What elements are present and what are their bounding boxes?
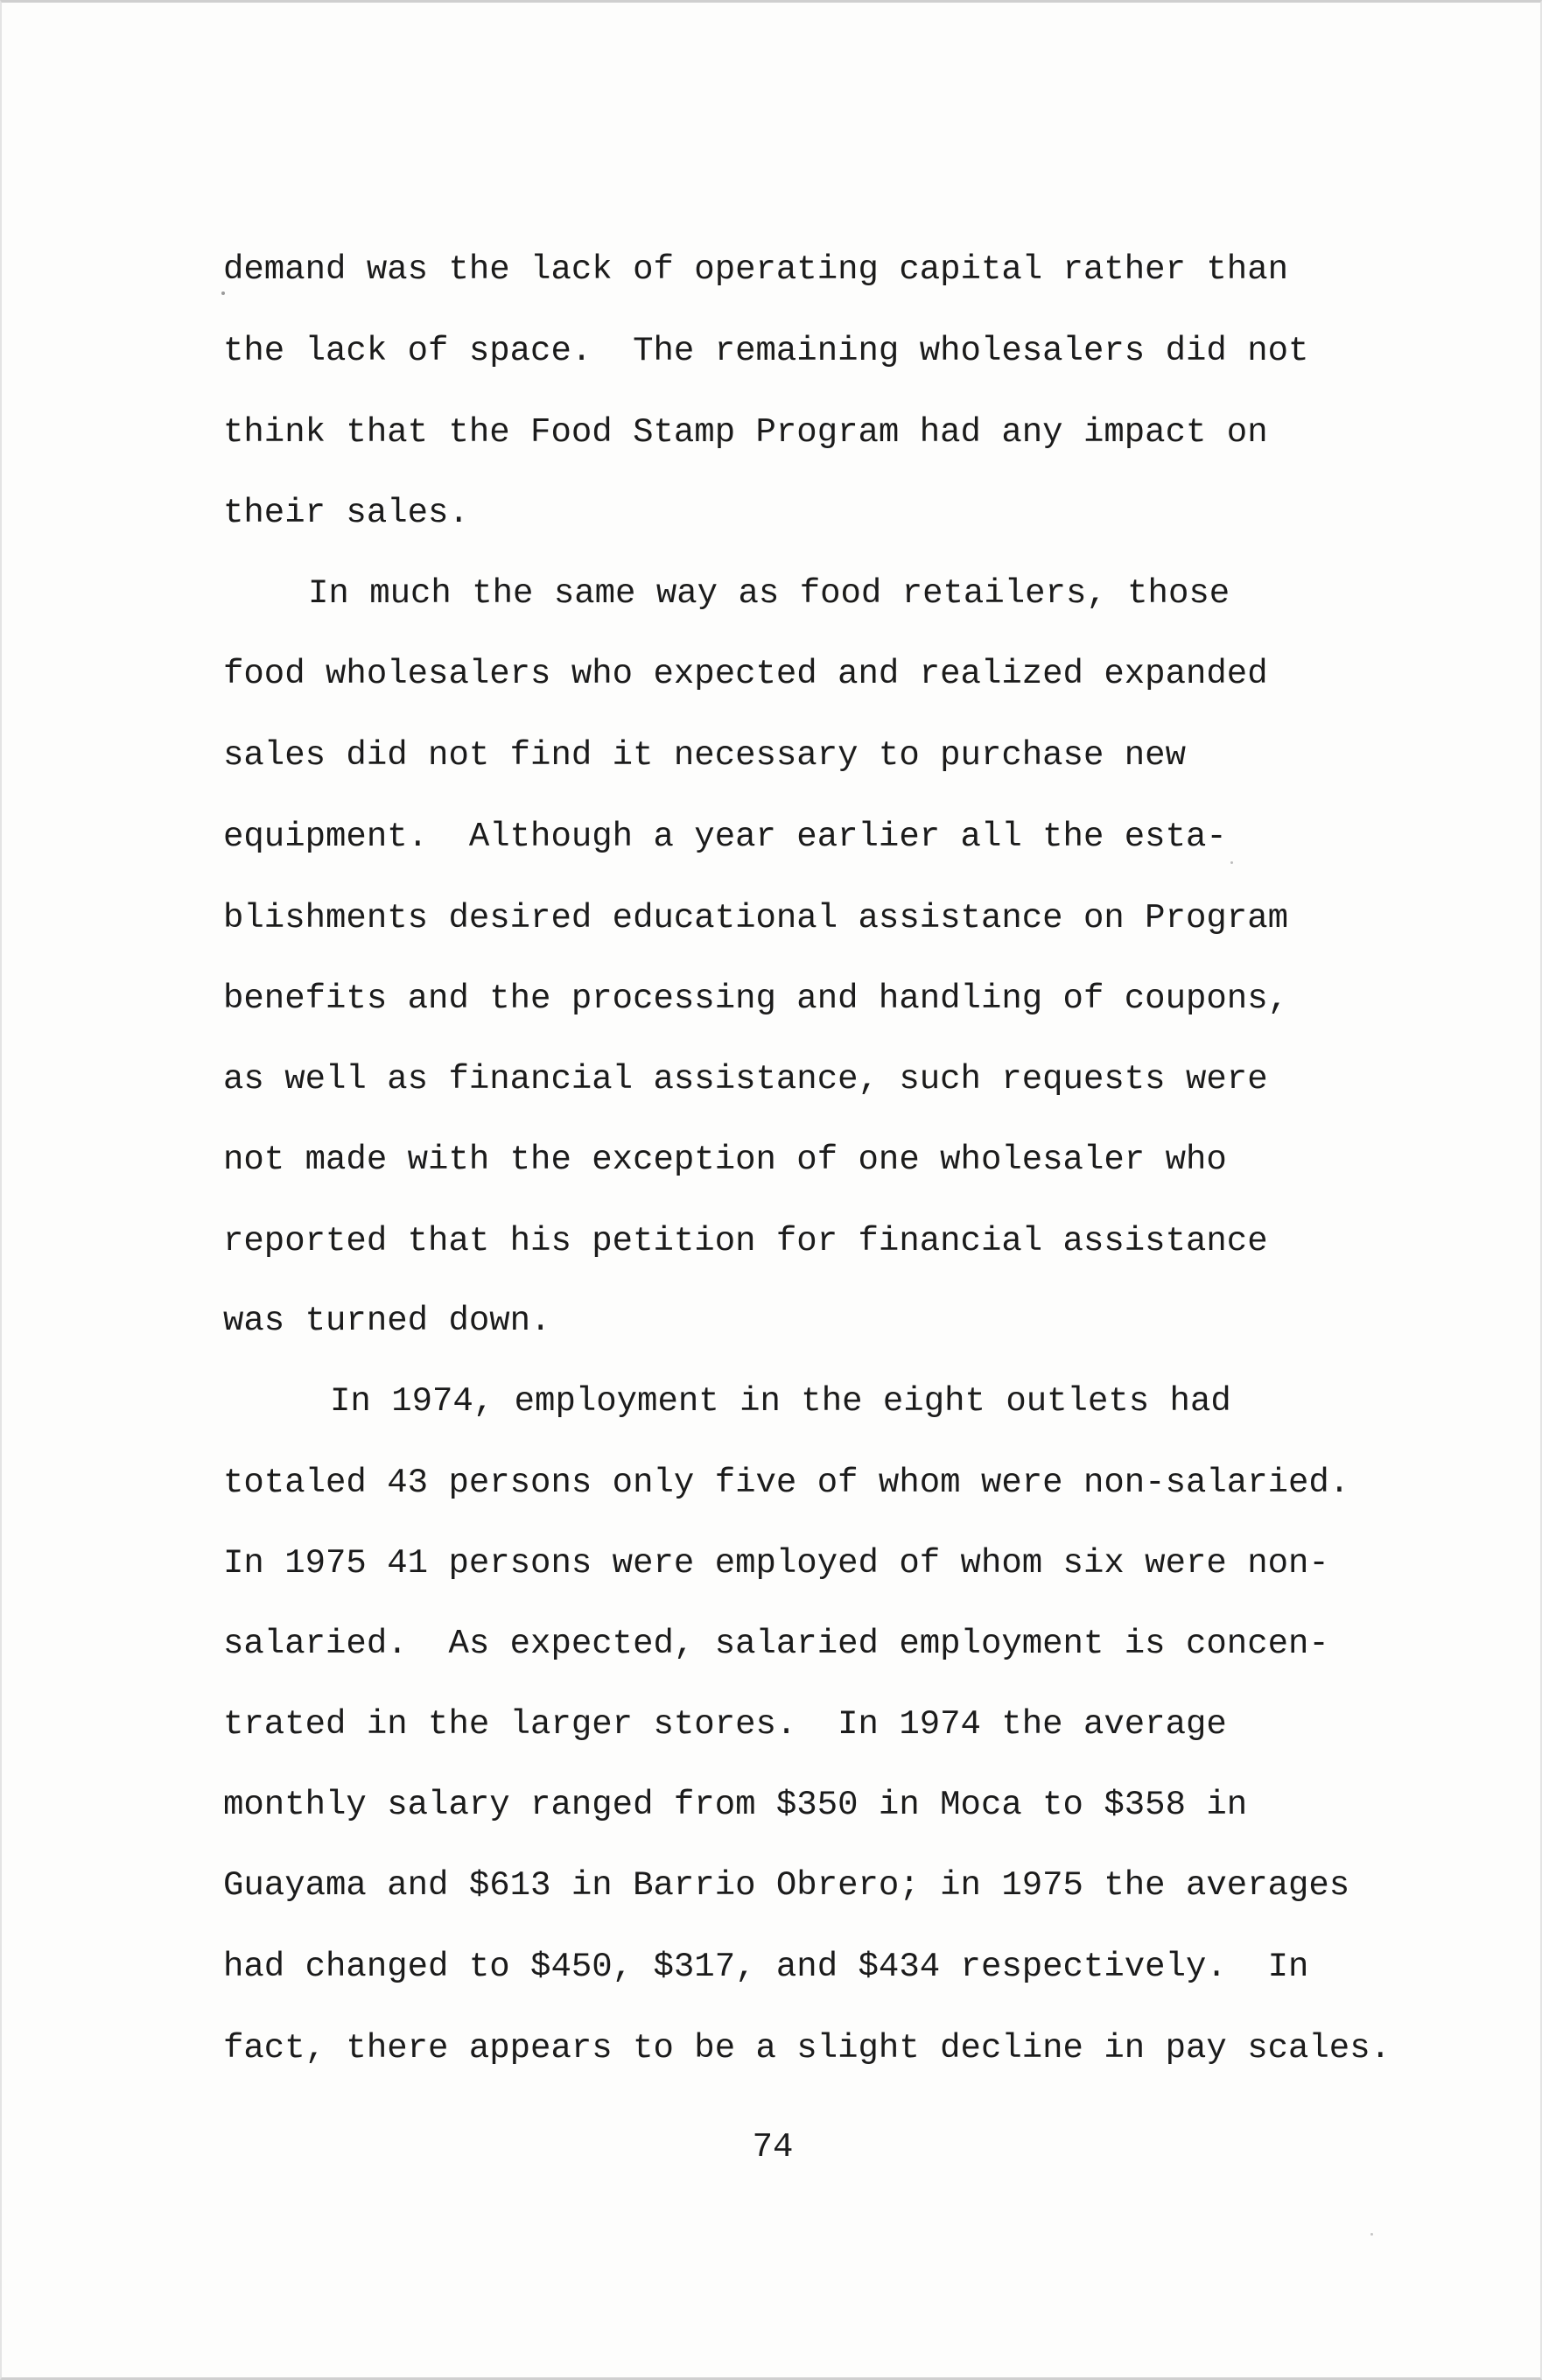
- text-line: totaled 43 persons only five of whom were non-salaried.: [223, 1464, 1350, 1502]
- text-line: equipment. Although a year earlier all the esta-: [223, 818, 1227, 856]
- text-line: the lack of space. The remaining wholesalers did not: [223, 332, 1309, 370]
- text-line: was turned down.: [223, 1302, 551, 1340]
- scan-speck: [1370, 2233, 1373, 2236]
- text-line: sales did not find it necessary to purchase new: [223, 736, 1186, 775]
- text-line: think that the Food Stamp Program had any impact on: [223, 413, 1268, 452]
- text-line: had changed to $450, $317, and $434 respectively. In: [223, 1948, 1309, 1986]
- scan-speck: [1230, 861, 1233, 864]
- text-line: Guayama and $613 in Barrio Obrero; in 1975 the averages: [223, 1866, 1350, 1905]
- text-line: reported that his petition for financial assistance: [223, 1222, 1268, 1260]
- text-line: fact, there appears to be a slight decline in pay scales.: [223, 2029, 1391, 2068]
- text-line: salaried. As expected, salaried employment is concen-: [223, 1625, 1329, 1663]
- text-line: food wholesalers who expected and realized expanded: [223, 655, 1268, 693]
- text-line: monthly salary ranged from $350 in Moca to $358 in: [223, 1786, 1248, 1824]
- scan-speck: [221, 291, 225, 295]
- text-line: In much the same way as food retailers, those: [308, 574, 1230, 613]
- text-line: benefits and the processing and handling of coupons,: [223, 979, 1288, 1018]
- text-line: not made with the exception of one wholesaler who: [223, 1141, 1227, 1179]
- text-line: as well as financial assistance, such requests were: [223, 1060, 1268, 1099]
- text-line: In 1974, employment in the eight outlets had: [330, 1382, 1231, 1421]
- text-line: their sales.: [223, 494, 469, 532]
- page-number: 74: [752, 2128, 794, 2166]
- text-line: trated in the larger stores. In 1974 the average: [223, 1705, 1227, 1744]
- text-line: In 1975 41 persons were employed of whom six were non-: [223, 1544, 1329, 1583]
- text-line: demand was the lack of operating capital rather than: [223, 250, 1288, 289]
- text-line: blishments desired educational assistance on Program: [223, 899, 1288, 937]
